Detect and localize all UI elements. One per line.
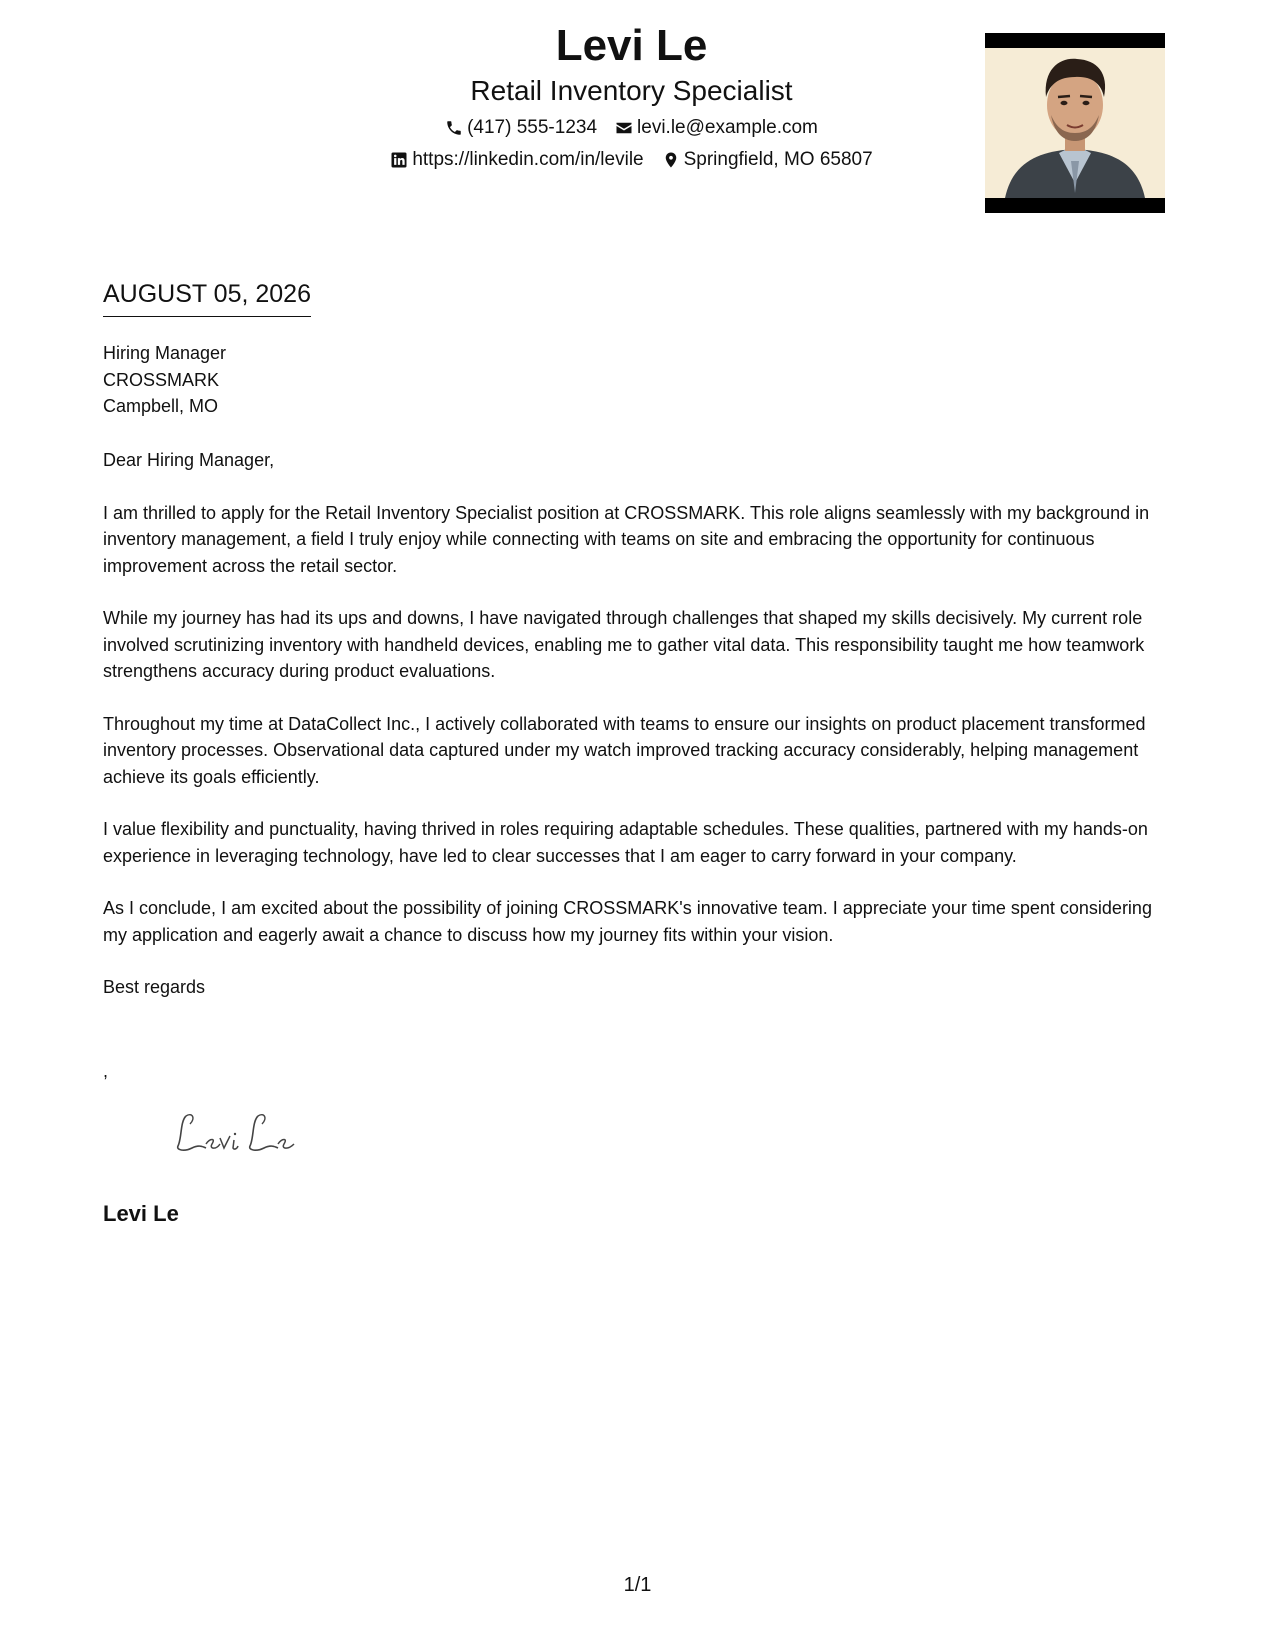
applicant-title: Retail Inventory Specialist	[470, 75, 793, 106]
linkedin-url[interactable]: https://linkedin.com/in/levile	[412, 149, 644, 170]
body-paragraph: I value flexibility and punctuality, having thrived in roles requiring adaptable schedules. These qualities, partnered with my hands-on experience in leveraging technology, have led to clear successes that I am eager to carry forward in your company.	[103, 819, 1148, 866]
recipient-company: CROSSMARK	[103, 369, 220, 390]
contact-linkedin	[390, 148, 643, 172]
linkedin-icon	[390, 151, 408, 169]
phone-number[interactable]: (417) 555-1234	[467, 117, 598, 138]
profile-photo	[985, 33, 1165, 213]
salutation: Dear Hiring Manager,	[103, 450, 275, 470]
page-number: 1/1	[623, 1574, 652, 1596]
contact-phone	[445, 116, 597, 140]
body-paragraph: While my journey has had its ups and downs, I have navigated through challenges that shaped my skills decisively. My current role involved scrutinizing inventory with handheld devices, enabling me to gather vital data. This responsibility taught me how teamwork strengthens accuracy during product evaluations.	[103, 608, 1145, 681]
contact-email	[615, 116, 818, 140]
closing: Best regards	[103, 977, 206, 997]
handwritten-signature	[172, 1108, 302, 1158]
recipient-location: Campbell, MO	[103, 396, 219, 416]
signer-name: Levi Le	[103, 1201, 179, 1226]
recipient-block	[103, 340, 226, 420]
map-pin-icon	[662, 151, 680, 169]
body-paragraph: As I conclude, I am excited about the possibility of joining CROSSMARK's innovative team. I appreciate your time spent considering my application and eagerly await a chance to discuss how my journey fits within your vision.	[103, 898, 1152, 945]
contact-location	[662, 148, 873, 172]
body-paragraph: Throughout my time at DataCollect Inc., I actively collaborated with teams to ensure our insights on product placement transformed inventory processes. Observational data captured under my watch improved tracking accuracy considerably, helping management achieve its goals efficiently.	[103, 713, 1146, 787]
envelope-icon	[615, 119, 633, 137]
letter-date: AUGUST 05, 2026	[103, 278, 311, 317]
body-paragraph: I am thrilled to apply for the Retail Inventory Specialist position at CROSSMARK. This role aligns seamlessly with my background in inventory management, a field I truly enjoy while connecting with teams on site and embracing the opportunity for continuous improvement across the retail sector.	[103, 502, 1150, 576]
applicant-name: Levi Le	[555, 21, 708, 70]
email-address[interactable]: levi.le@example.com	[637, 117, 818, 138]
closing-comma: ,	[103, 1061, 109, 1081]
location-text: Springfield, MO 65807	[683, 149, 873, 170]
letter-body	[103, 447, 1178, 1027]
recipient-name: Hiring Manager	[103, 343, 227, 363]
phone-icon	[445, 119, 463, 137]
